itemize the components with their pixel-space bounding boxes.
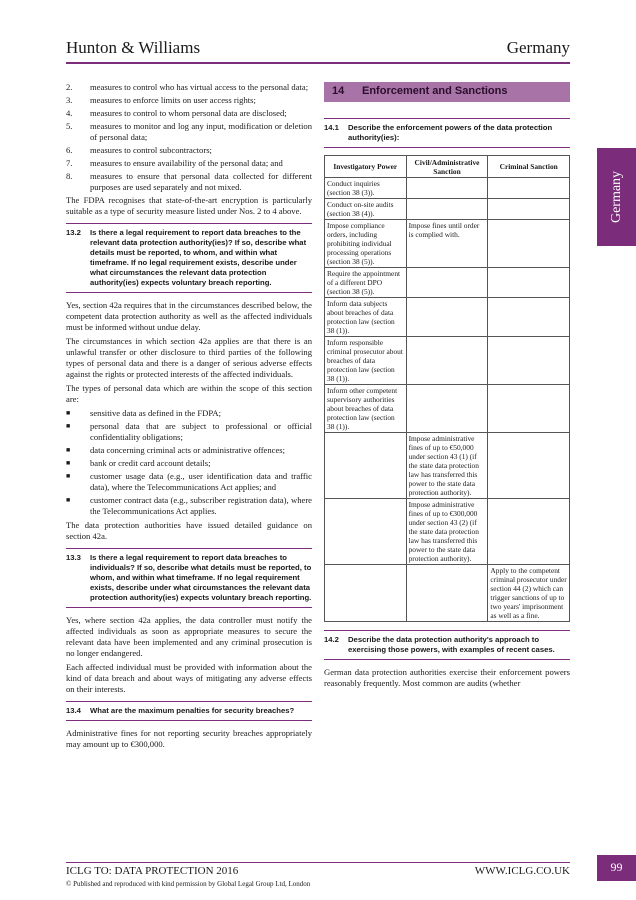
copyright-credit: © Published and reproduced with kind permission by Global Legal Group Ltd, London: [66, 880, 311, 888]
list-text: sensitive data as defined in the FDPA;: [90, 408, 221, 418]
paragraph: Yes, where section 42a applies, the data controller must notify the affected individuals as soon as appropriate measures to secure the relevant data have been implemented and any criminal prosecution is no longer endangered.: [66, 615, 312, 658]
page-number-box: [597, 855, 636, 881]
question-number: 14.2: [324, 635, 339, 644]
list-text: bank or credit card account details;: [90, 458, 211, 468]
publication-website: WWW.ICLG.CO.UK: [474, 865, 570, 877]
table-cell: [325, 499, 407, 565]
question-14-2: [324, 630, 570, 660]
table-cell: [488, 337, 570, 385]
question-text: Describe the enforcement powers of the data protection authority(ies):: [348, 123, 553, 142]
list-item: [66, 471, 312, 493]
question-number: 13.2: [66, 228, 81, 237]
list-item: [66, 171, 312, 193]
bullet-square-icon: ■: [66, 409, 71, 417]
right-column: [324, 82, 570, 692]
question-number: 13.4: [66, 706, 81, 715]
question-13-3: [66, 548, 312, 608]
table-cell: Conduct inquiries (section 38 (3)).: [325, 178, 407, 199]
list-text: measures to enforce limits on user access rights;: [90, 95, 256, 105]
table-row: [325, 220, 570, 268]
data-types-list: [66, 408, 312, 517]
country-title: Germany: [506, 38, 570, 57]
table-cell: [406, 298, 488, 337]
list-number: 2.: [66, 82, 73, 92]
table-cell: [488, 499, 570, 565]
table-cell: Apply to the competent criminal prosecutor under section 44 (2) which can trigger sanctions of up to two years' imprisonment as well as a fine.: [488, 565, 570, 622]
table-cell: Impose administrative fines of up to €50,000 under section 43 (1) (if the state data protection law has transferred this power to the state data protection authority).: [406, 433, 488, 499]
paragraph: German data protection authorities exercise their enforcement powers reasonably frequently. Most common are audits (whether: [324, 667, 570, 688]
list-number: 5.: [66, 121, 73, 131]
table-cell: [406, 337, 488, 385]
security-measures-list: [66, 82, 312, 193]
firm-name: Hunton & Williams: [66, 38, 201, 57]
table-row: [325, 268, 570, 298]
list-text: customer contract data (e.g., subscriber registration data), where the Telecommunications Act applies.: [90, 495, 312, 516]
question-14-1: [324, 118, 570, 148]
table-cell: Require the appointment of a different DPO (section 38 (5)).: [325, 268, 407, 298]
column-header: Investigatory Power: [325, 156, 407, 178]
table-cell: Impose fines until order is complied with.: [406, 220, 488, 268]
list-item: [66, 121, 312, 143]
table-cell: Inform responsible criminal prosecutor about breaches of data protection law (section 38 (1)).: [325, 337, 407, 385]
bullet-square-icon: ■: [66, 472, 71, 480]
question-13-4: [66, 701, 312, 721]
paragraph: The types of personal data which are within the scope of this section are:: [66, 383, 312, 404]
question-text: Describe the data protection authority's approach to exercising those powers, with examples of recent cases.: [348, 635, 555, 654]
paragraph: Administrative fines for not reporting security breaches appropriately may amount up to €300,000.: [66, 728, 312, 749]
question-number: 14.1: [324, 123, 339, 132]
side-tab-label: Germany: [608, 170, 624, 224]
list-text: measures to control subcontractors;: [90, 145, 212, 155]
bullet-square-icon: ■: [66, 446, 71, 454]
section-number: 14: [332, 85, 345, 97]
list-text: measures to monitor and log any input, modification or deletion of personal data;: [90, 121, 312, 142]
list-item: [66, 82, 312, 93]
table-cell: [488, 199, 570, 220]
table-cell: [488, 385, 570, 433]
list-number: 8.: [66, 171, 73, 181]
list-item: [66, 95, 312, 106]
table-cell: Conduct on-site audits (section 38 (4)).: [325, 199, 407, 220]
paragraph: The data protection authorities have issued detailed guidance on section 42a.: [66, 520, 312, 541]
table-row: [325, 565, 570, 622]
list-item: [66, 495, 312, 517]
table-cell: Inform data subjects about breaches of data protection law (section 38 (1)).: [325, 298, 407, 337]
list-item: [66, 158, 312, 169]
list-number: 6.: [66, 145, 73, 155]
list-number: 7.: [66, 158, 73, 168]
question-number: 13.3: [66, 553, 81, 562]
table-row: [325, 199, 570, 220]
table-cell: [325, 565, 407, 622]
list-item: [66, 458, 312, 469]
table-cell: [488, 220, 570, 268]
list-item: [66, 421, 312, 443]
section-14-heading: [324, 82, 570, 102]
publication-title: ICLG TO: DATA PROTECTION 2016: [66, 865, 239, 877]
table-cell: [325, 433, 407, 499]
list-number: 4.: [66, 108, 73, 118]
table-header-row: [325, 156, 570, 178]
table-cell: [488, 268, 570, 298]
table-cell: Impose compliance orders, including prohibiting individual processing operations (section 38 (5)).: [325, 220, 407, 268]
list-item: [66, 408, 312, 419]
paragraph: Each affected individual must be provided with information about the kind of data breach and about ways of mitigating any adverse effects on their interests.: [66, 662, 312, 694]
table-cell: [406, 268, 488, 298]
table-cell: [406, 178, 488, 199]
table-cell: [406, 199, 488, 220]
bullet-square-icon: ■: [66, 459, 71, 467]
table-cell: Impose administrative fines of up to €300,000 under section 43 (2) (if the state data protection law has transferred this power to the state data protection authority).: [406, 499, 488, 565]
question-text: What are the maximum penalties for security breaches?: [90, 706, 295, 715]
list-item: [66, 445, 312, 456]
bullet-square-icon: ■: [66, 422, 71, 430]
section-title: Enforcement and Sanctions: [362, 85, 508, 97]
list-text: measures to control who has virtual access to the personal data;: [90, 82, 309, 92]
table-cell: [488, 298, 570, 337]
list-text: measures to ensure availability of the personal data; and: [90, 158, 283, 168]
page-number: 99: [610, 860, 623, 874]
table-row: [325, 337, 570, 385]
table-cell: [406, 385, 488, 433]
table-cell: [406, 565, 488, 622]
enforcement-powers-table: [324, 155, 570, 622]
table-row: [325, 385, 570, 433]
table-row: [325, 298, 570, 337]
question-text: Is there a legal requirement to report data breaches to the relevant data protection authority(ies)? If so, describe what details must be reported, to whom, and within what timeframe. If no legal requirement exists, describe under what circumstances the relevant data protection authority(ies) expects voluntary breach reporting.: [90, 228, 307, 287]
list-text: data concerning criminal acts or administrative offences;: [90, 445, 286, 455]
list-item: [66, 145, 312, 156]
question-text: Is there a legal requirement to report data breaches to individuals? If so, describe what details must be reported, to whom, and within what timeframe. If no legal requirement exists, describe under what circumstances the relevant data protection authority(ies) expects voluntary breach reporting.: [90, 553, 312, 602]
table-row: [325, 178, 570, 199]
list-number: 3.: [66, 95, 73, 105]
paragraph: Yes, section 42a requires that in the circumstances described below, the competent data protection authority as well as the affected individuals must be informed without undue delay.: [66, 300, 312, 332]
column-header: Criminal Sanction: [488, 156, 570, 178]
list-text: customer usage data (e.g., user identification data and traffic data), where the Telecommunications Act applies; and: [90, 471, 312, 492]
column-header: Civil/Administrative Sanction: [406, 156, 488, 178]
table-cell: [488, 178, 570, 199]
table-cell: [488, 433, 570, 499]
paragraph: The FDPA recognises that state-of-the-art encryption is particularly suitable as a type of security measure listed under Nos. 2 to 4 above.: [66, 195, 312, 216]
left-column: [66, 82, 312, 753]
list-text: personal data that are subject to professional or official confidentiality obligations;: [90, 421, 312, 442]
list-text: measures to control to whom personal data are disclosed;: [90, 108, 287, 118]
list-item: [66, 108, 312, 119]
table-row: [325, 499, 570, 565]
header-rule: [66, 62, 570, 64]
bullet-square-icon: ■: [66, 496, 71, 504]
paragraph: The circumstances in which section 42a applies are that there is an unlawful transfer or other disclosure to third parties of the following types of personal data and there is a danger of serious adverse effects against the rights or protected interests of the affected individuals.: [66, 336, 312, 379]
side-country-tab: [597, 148, 636, 246]
footer-rule: [66, 862, 570, 863]
list-text: measures to ensure that personal data collected for different purposes are used separately and not mixed.: [90, 171, 312, 192]
page-header: [66, 38, 570, 62]
question-13-2: [66, 223, 312, 293]
table-cell: Inform other competent supervisory authorities about breaches of data protection law (section 38 (1)).: [325, 385, 407, 433]
table-row: [325, 433, 570, 499]
